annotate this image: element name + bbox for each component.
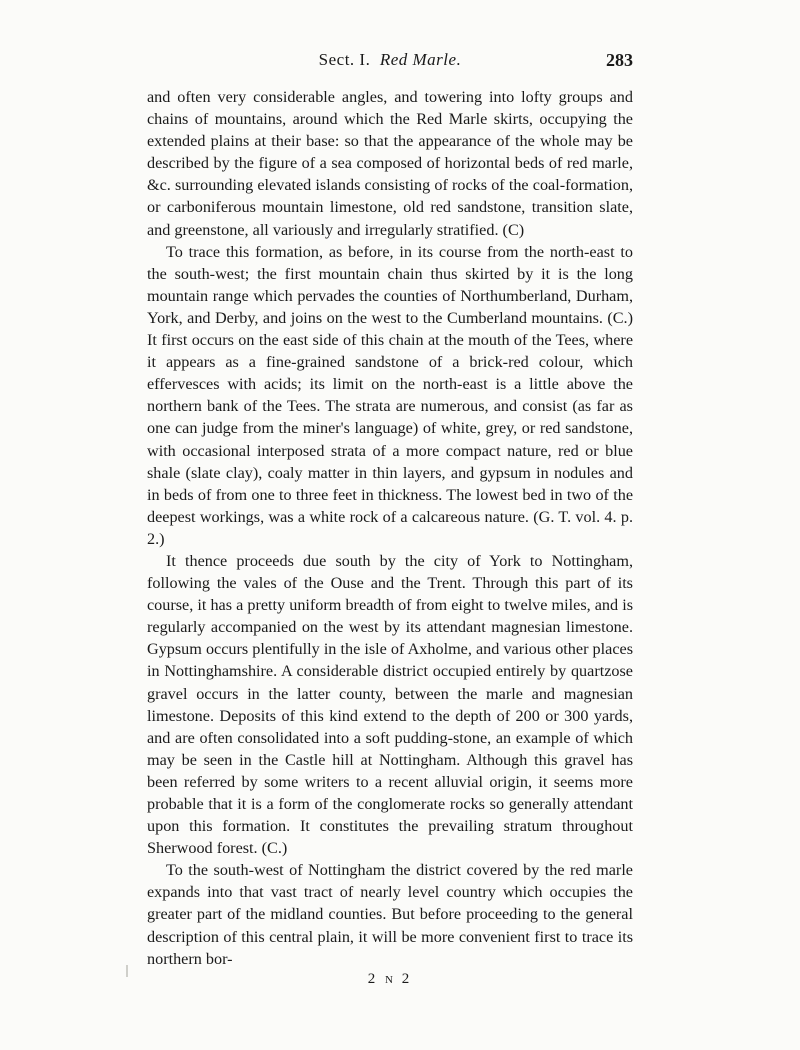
signature-middle: N <box>385 973 395 986</box>
page-number: 283 <box>606 50 633 70</box>
printer-signature-mark <box>147 970 633 989</box>
running-head <box>147 46 633 72</box>
chapter-title: Red Marle. <box>379 50 462 69</box>
signature-left: 2 <box>367 970 379 987</box>
paragraph-1: and often very considerable angles, and towering into lofty groups and chains of mountains, around which the Red Marle skirts, occupying the extended plains at their base: so that the appearance of the whole may be described by the figure of a sea composed of horizontal beds of red marle, &c. surrounding elevated islands consisting of rocks of the coal-formation, or carboniferous mountain limestone, old red sandstone, transition slate, and greenstone, all variously and irregularly stratified. (C) <box>147 88 633 239</box>
body-text <box>147 86 633 970</box>
section-label: Sect. I. <box>318 50 371 69</box>
paragraph-4: To the south-west of Nottingham the district covered by the red marle expands into that vast tract of nearly level country which occupies the greater part of the midland counties. But before proceeding to the general description of this central plain, it will be more convenient first to trace its northern bor- <box>147 861 633 968</box>
signature-right: 2 <box>401 970 413 987</box>
paragraph-2: To trace this formation, as before, in its course from the north-east to the south-west; the first mountain chain thus skirted by it is the long mountain range which pervades the counties of Northumberland, Durham, York, and Derby, and joins on the west to the Cumberland mountains. (C.) It first occurs on the east side of this chain at the mouth of the Tees, where it appears as a fine-grained sandstone of a brick-red colour, which effervesces with acids; its limit on the north-east is a little above the northern bank of the Tees. The strata are numerous, and consist (as far as one can judge from the miner's language) of white, grey, or red sandstone, with occasional interposed strata of a more compact nature, red or blue shale (slate clay), coaly matter in thin layers, and gypsum in nodules and in beds of from one to three feet in thickness. The lowest bed in two of the deepest workings, was a white rock of a calcareous nature. (G. T. vol. 4. p. 2.) <box>147 242 633 548</box>
book-page <box>147 46 633 1036</box>
paragraph-3: It thence proceeds due south by the city of York to Nottingham, following the vales of the Ouse and the Trent. Through this part of its course, it has a pretty uniform breadth of from eight to twelve miles, and is regularly accompanied on the west by its attendant magnesian limestone. Gypsum occurs plentifully in the isle of Axholme, and various other places in Nottinghamshire. A considerable district occupied entirely by quartzose gravel occurs in the latter county, between the marle and magnesian limestone. Deposits of this kind extend to the depth of 200 or 300 yards, and are often consolidated into a soft pudding-stone, an example of which may be seen in the Castle hill at Nottingham. Although this gravel has been referred by some writers to a recent alluvial origin, it seems more probable that it is a form of the conglomerate rocks so generally attendant upon this formation. It constitutes the prevailing stratum throughout Sherwood forest. (C.) <box>147 551 633 858</box>
running-head-title <box>147 50 633 70</box>
margin-mark <box>126 965 128 977</box>
